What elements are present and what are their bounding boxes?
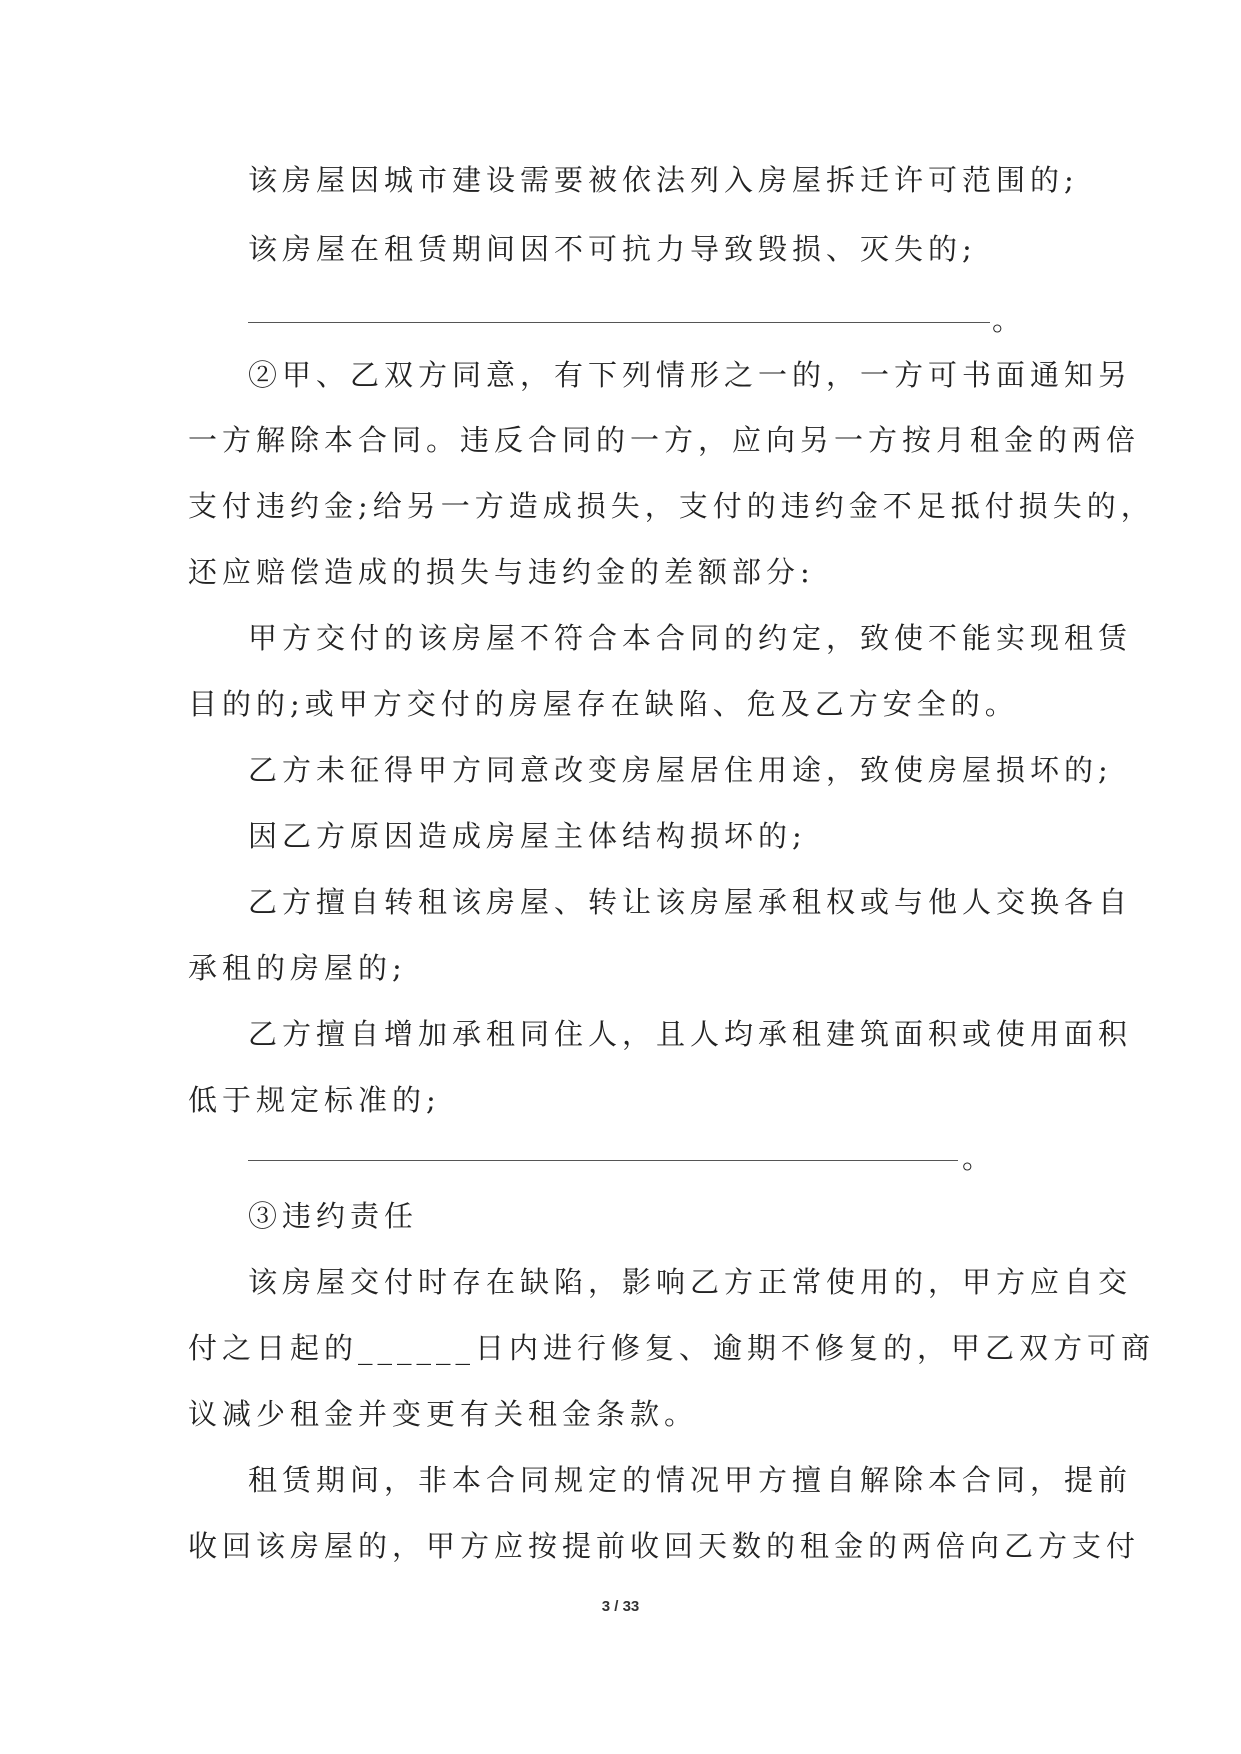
text-line: 租赁期间，非本合同规定的情况甲方擅自解除本合同，提前 [248, 1463, 1133, 1497]
text-line: 承租的房屋的; [188, 951, 407, 985]
text-line: 低于规定标准的; [188, 1083, 441, 1117]
text-line: 一方解除本合同。违反合同的一方，应向另一方按月租金的两倍 [188, 423, 1141, 457]
text-line: 乙方擅自转租该房屋、转让该房屋承租权或与他人交换各自 [248, 885, 1133, 919]
text-line: ②甲、乙双方同意，有下列情形之一的，一方可书面通知另 [248, 358, 1133, 392]
blank-period: 。 [992, 303, 1022, 337]
section-heading: ③违约责任 [248, 1199, 419, 1233]
text-line: 支付违约金;给另一方造成损失，支付的违约金不足抵付损失的， [188, 489, 1155, 523]
text-line: 乙方未征得甲方同意改变房屋居住用途，致使房屋损坏的; [248, 753, 1113, 787]
text-line: 收回该房屋的，甲方应按提前收回天数的租金的两倍向乙方支付 [188, 1529, 1141, 1563]
text-line: 还应赔偿造成的损失与违约金的差额部分: [188, 555, 815, 589]
text-line: 该房屋交付时存在缺陷，影响乙方正常使用的，甲方应自交 [248, 1265, 1133, 1299]
blank-period: 。 [962, 1141, 992, 1175]
blank-underline [248, 1160, 958, 1161]
text-line: 议减少租金并变更有关租金条款。 [188, 1397, 699, 1431]
page-number: 3 / 33 [601, 1598, 640, 1615]
blank-underline [248, 322, 990, 323]
text-line: 目的的;或甲方交付的房屋存在缺陷、危及乙方安全的。 [188, 687, 1019, 721]
text-line: 该房屋在租赁期间因不可抗力导致毁损、灭失的; [248, 232, 977, 266]
text-line: 乙方擅自增加承租同住人，且人均承租建筑面积或使用面积 [248, 1017, 1133, 1051]
text-line: 该房屋因城市建设需要被依法列入房屋拆迁许可范围的; [248, 163, 1079, 197]
text-line: 付之日起的______日内进行修复、逾期不修复的，甲乙双方可商 [188, 1331, 1156, 1365]
text-line: 甲方交付的该房屋不符合本合同的约定，致使不能实现租赁 [248, 621, 1133, 655]
text-line: 因乙方原因造成房屋主体结构损坏的; [248, 819, 807, 853]
